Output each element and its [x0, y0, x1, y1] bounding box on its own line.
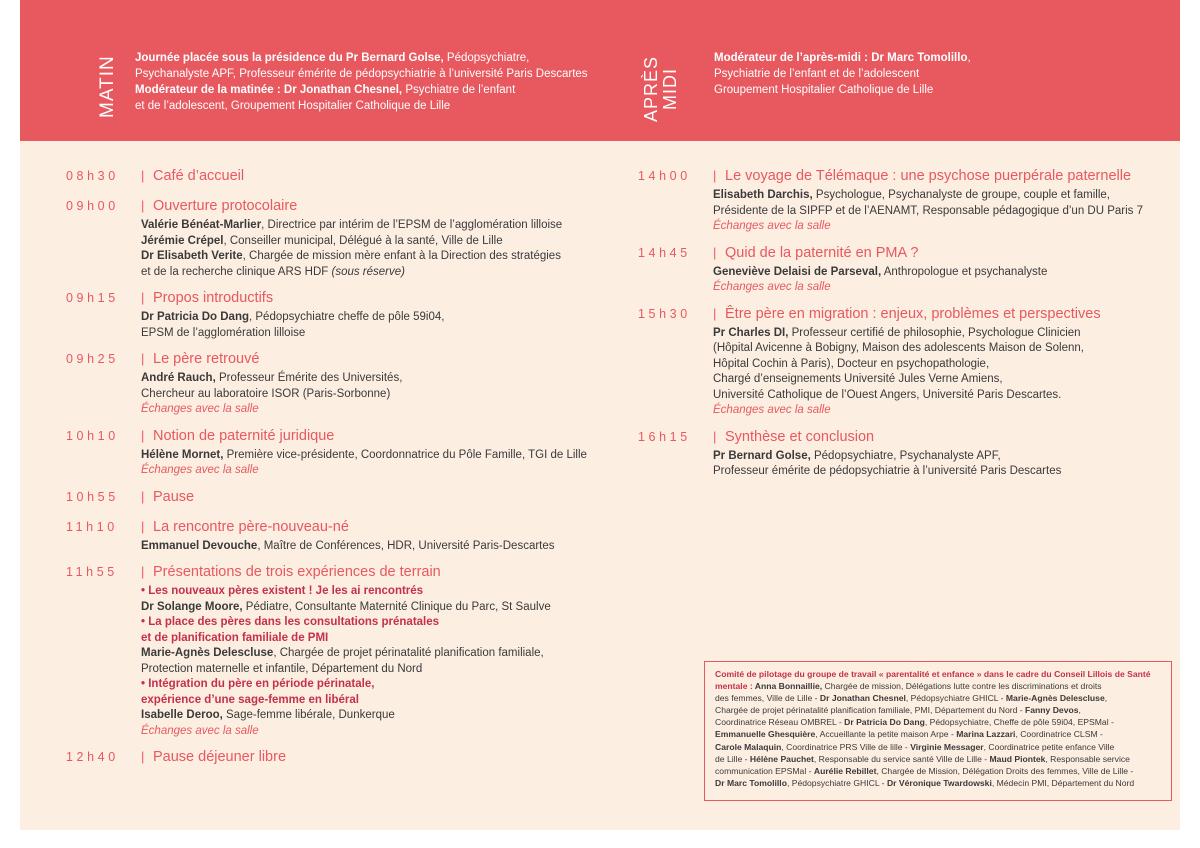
header-line	[135, 50, 588, 66]
header-line	[714, 50, 971, 66]
separator-bar: |	[141, 290, 145, 305]
session-block	[66, 198, 587, 280]
committee-member-name: Dr Marc Tomolillo	[715, 777, 787, 788]
detail-line	[141, 646, 587, 662]
session-title: Pause	[153, 488, 195, 505]
detail-line	[141, 584, 587, 600]
detail-line	[141, 326, 587, 342]
detail-line	[141, 249, 587, 265]
committee-title: Comité de pilotage du groupe de travail « parentalité et enfance » dans le cadre du Conseil Lillois de Santé	[715, 669, 1151, 679]
session-time: 11h10	[66, 519, 118, 534]
detail-line	[713, 188, 1143, 204]
sub-presentation-title: • Les nouveaux pères existent ! Je les ai rencontrés	[141, 585, 424, 597]
committee-member-role: , Coordinatrice CLSM -	[1015, 729, 1103, 740]
detail-line	[141, 631, 587, 647]
speaker-name: André Rauch,	[141, 372, 216, 384]
session-header	[638, 306, 1143, 326]
committee-member-role: , Médecin PMI, Département du Nord	[991, 777, 1135, 788]
detail-line	[141, 539, 587, 555]
matin-label: MATIN	[97, 55, 118, 118]
session-time: 11h55	[66, 565, 118, 579]
session-block	[66, 489, 587, 509]
committee-member-role: Chargée de projet périnatalité planification familiale, PMI, Département du Nord -	[715, 705, 1026, 716]
speaker-role: Psychologue, Psychanalyste de groupe, couple et famille,	[812, 189, 1110, 201]
detail-line	[141, 371, 587, 387]
speaker-role: , Chargée de projet périnatalité planification familiale,	[273, 647, 544, 659]
separator-bar: |	[141, 427, 145, 443]
committee-line	[715, 668, 1161, 680]
separator-bar: |	[713, 305, 717, 321]
header-text: Groupement Hospitalier Catholique de Lille	[714, 84, 934, 96]
committee-member-role: ,	[1078, 705, 1081, 716]
committee-line	[715, 753, 1161, 765]
committee-member-role: , Accueillante la petite maison Arpe -	[815, 729, 957, 740]
session-header	[66, 749, 587, 769]
detail-line	[713, 219, 1143, 235]
speaker-name: Dr Solange Moore,	[141, 600, 243, 613]
committee-member-role: des femmes, Ville de Lille -	[715, 693, 820, 704]
speaker-role: Anthropologue et psychanalyste	[881, 265, 1048, 278]
committee-member-role: , Responsable du service santé Ville de Lille -	[813, 753, 990, 764]
header-line	[714, 82, 971, 98]
session-block	[638, 429, 1143, 480]
session-block	[66, 290, 587, 341]
header-bold-text: Modérateur de la matinée : Dr Jonathan Chesnel,	[135, 84, 403, 96]
speaker-name: Jérémie Crépel	[141, 234, 224, 247]
header-line	[135, 82, 588, 98]
committee-line	[715, 716, 1161, 728]
committee-member-role: communication EPSMal -	[715, 765, 814, 776]
detail-line	[713, 326, 1143, 342]
committee-line	[715, 777, 1161, 789]
header-text: Psychiatre de l’enfant	[402, 84, 516, 96]
committee-line	[715, 728, 1161, 740]
committee-member-name: Marina Lazzari	[956, 729, 1016, 740]
session-title: Le voyage de Télémaque : une psychose puerpérale paternelle	[725, 168, 1132, 184]
session-header	[66, 564, 587, 584]
session-title: Synthèse et conclusion	[725, 428, 875, 445]
sub-presentation-title: • Intégration du père en période périnatale,	[141, 678, 375, 690]
header-line	[714, 66, 971, 82]
steering-committee-box	[704, 661, 1172, 801]
header-left-text	[135, 50, 588, 114]
speaker-name: Pr Bernard Golse,	[713, 449, 811, 462]
session-title: Présentations de trois expériences de terrain	[153, 564, 441, 580]
detail-line	[141, 310, 587, 326]
committee-member-role: , Chargée de Mission, Délégation Droits des femmes, Ville de Lille -	[876, 765, 1134, 776]
session-details	[141, 310, 587, 341]
session-title: Pause déjeuner libre	[153, 749, 287, 765]
speaker-role: Professeur certifié de philosophie, Psychologue Clinicien	[788, 326, 1081, 339]
session-details	[713, 326, 1143, 419]
committee-line	[715, 765, 1161, 777]
detail-line	[713, 341, 1143, 357]
speaker-role: , Maître de Conférences, HDR, Université Paris-Descartes	[257, 539, 555, 552]
speaker-role: EPSM de l’agglomération lilloise	[141, 326, 306, 339]
session-title: Être père en migration : enjeux, problèmes et perspectives	[725, 305, 1101, 322]
program-sheet	[20, 0, 1180, 830]
header-text: Pédopsychiatre,	[443, 52, 530, 64]
speaker-name: Emmanuel Devouche	[141, 539, 258, 552]
speaker-role: , Directrice par intérim de l’EPSM de l’agglomération lilloise	[261, 219, 563, 231]
afternoon-schedule	[638, 168, 1143, 480]
separator-bar: |	[141, 518, 145, 534]
committee-member-role: , Pédopsychiatre GHICL -	[905, 693, 1006, 704]
detail-line	[713, 357, 1143, 373]
session-header	[66, 519, 587, 539]
speaker-role: Sage-femme libérale, Dunkerque	[222, 709, 395, 721]
speaker-name: Pr Charles DI,	[713, 326, 789, 339]
discussion-note: Échanges avec la salle	[713, 404, 831, 416]
speaker-role: Première vice-présidente, Coordonnatrice du Pôle Famille, TGI de Lille	[223, 448, 587, 461]
session-title: La rencontre père-nouveau-né	[153, 518, 349, 535]
session-block	[66, 749, 587, 769]
session-time: 09h00	[66, 199, 119, 213]
session-header	[66, 351, 587, 371]
detail-line	[141, 463, 587, 479]
session-block	[638, 306, 1143, 419]
detail-line	[141, 693, 587, 709]
session-title: Propos introductifs	[153, 290, 274, 306]
speaker-name: Dr Elisabeth Verite	[141, 250, 243, 262]
speaker-role: Pédopsychiatre, Psychanalyste APF,	[810, 449, 1001, 462]
session-block	[66, 428, 587, 479]
apres-label-line2: MIDI	[660, 67, 680, 110]
committee-member-name: Fanny Devos	[1025, 705, 1079, 716]
session-details	[141, 448, 587, 479]
session-details	[713, 188, 1143, 235]
speaker-role: et de la recherche clinique ARS HDF	[141, 265, 332, 278]
session-header	[638, 168, 1143, 188]
committee-member-name: Hélène Pauchet	[749, 753, 814, 764]
separator-bar: |	[141, 198, 145, 213]
separator-bar: |	[141, 564, 145, 579]
detail-line	[141, 708, 587, 724]
detail-line	[713, 204, 1143, 220]
speaker-role: , Conseiller municipal, Délégué à la santé, Ville de Lille	[223, 234, 503, 247]
session-details	[141, 218, 587, 280]
detail-line	[141, 677, 587, 693]
committee-member-role: , Coordinatrice PRS Ville de lille -	[781, 741, 911, 752]
header-text: Psychanalyste APF, Professeur émérite de pédopsychiatrie à l’université Paris Descartes	[135, 68, 588, 80]
detail-line	[141, 615, 587, 631]
header-line	[135, 98, 588, 114]
separator-bar: |	[141, 351, 145, 366]
speaker-name: Valérie Bénéat-Marlier	[141, 219, 262, 231]
session-time: 09h15	[66, 291, 119, 305]
detail-line	[141, 265, 587, 281]
session-block	[638, 168, 1143, 235]
detail-line	[713, 265, 1143, 281]
session-details	[713, 449, 1143, 480]
committee-member-name: Maud Piontek	[989, 753, 1046, 764]
session-header	[66, 168, 587, 188]
session-header	[638, 429, 1143, 449]
sub-presentation-title: expérience d’une sage-femme en libéral	[141, 693, 359, 706]
session-time: 14h45	[638, 245, 691, 260]
header-right-text	[714, 50, 971, 98]
session-block	[66, 168, 587, 188]
detail-line	[141, 448, 587, 464]
separator-bar: |	[141, 488, 145, 504]
committee-member-name: Anna Bonnaillie,	[754, 681, 823, 692]
committee-line	[715, 704, 1161, 716]
speaker-role: Présidente de la SIPFP et de l’AENAMT, Responsable pédagogique d’un DU Paris 7	[713, 204, 1144, 217]
header-line	[135, 66, 588, 82]
detail-line	[713, 464, 1143, 480]
speaker-role: Université Catholique de l’Ouest Angers, Université Paris Descartes.	[713, 388, 1062, 401]
speaker-role: Chargé d’enseignements Université Jules Verne Amiens,	[713, 373, 1003, 385]
committee-member-name: Emmanuelle Ghesquière	[715, 729, 816, 740]
speaker-role: Hôpital Cochin à Paris), Docteur en psychopathologie,	[713, 357, 990, 370]
session-header	[66, 489, 587, 509]
committee-member-role: Chargée de mission, Délégations lutte contre les discriminations et droits	[822, 681, 1102, 692]
committee-member-role: de Lille -	[715, 753, 750, 764]
detail-line	[141, 600, 587, 616]
speaker-role: , Pédopsychiatre cheffe de pôle 59i04,	[249, 311, 445, 323]
committee-line	[715, 680, 1161, 692]
speaker-role: , Chargée de mission mère enfant à la Direction des stratégies	[242, 250, 561, 262]
detail-line	[713, 372, 1143, 388]
committee-member-role: , Coordinatrice petite enfance Ville	[983, 741, 1115, 752]
session-time: 15h30	[638, 306, 691, 321]
session-time: 12h40	[66, 750, 119, 764]
detail-line	[141, 662, 587, 678]
detail-line	[141, 218, 587, 234]
committee-member-role: ,	[1104, 693, 1108, 704]
session-header	[66, 428, 587, 448]
session-block	[66, 351, 587, 418]
committee-member-name: Aurélie Rebillet	[813, 765, 877, 776]
sub-presentation-title: • La place des pères dans les consultations prénatales	[141, 616, 440, 628]
discussion-note: Échanges avec la salle	[141, 464, 259, 476]
speaker-name: Hélène Mornet,	[141, 448, 224, 461]
separator-bar: |	[713, 244, 717, 260]
detail-line	[713, 403, 1143, 419]
detail-line	[141, 387, 587, 403]
detail-line	[141, 724, 587, 740]
committee-member-name: Marie-Agnès Delescluse	[1005, 693, 1105, 704]
detail-line	[713, 449, 1143, 465]
detail-line	[713, 280, 1143, 296]
detail-line	[713, 388, 1143, 404]
session-header	[66, 290, 587, 310]
session-block	[638, 245, 1143, 296]
session-title: Le père retrouvé	[153, 351, 260, 367]
committee-member-role: , Pédopsychiatre GHICL -	[786, 777, 887, 788]
speaker-role: Pédiatre, Consultante Maternité Clinique du Parc, St Saulve	[242, 600, 551, 613]
session-details	[141, 584, 587, 739]
session-header	[66, 198, 587, 218]
committee-line	[715, 692, 1161, 704]
session-time: 09h25	[66, 352, 119, 366]
session-title: Quid de la paternité en PMA ?	[725, 244, 919, 261]
speaker-role: (Hôpital Avicenne à Bobigny, Maison des adolescents Maison de Solenn,	[713, 342, 1084, 354]
session-block	[66, 519, 587, 555]
detail-line	[141, 402, 587, 418]
session-header	[638, 245, 1143, 265]
detail-note: (sous réserve)	[331, 265, 405, 278]
header-text: Psychiatrie de l’enfant et de l’adolescent	[714, 68, 920, 80]
session-time: 10h10	[66, 428, 119, 443]
session-title: Café d’accueil	[153, 168, 245, 184]
discussion-note: Échanges avec la salle	[141, 403, 259, 415]
separator-bar: |	[713, 428, 717, 444]
session-time: 14h00	[638, 169, 691, 183]
speaker-name: Elisabeth Darchis,	[713, 189, 813, 201]
discussion-note: Échanges avec la salle	[713, 281, 831, 293]
speaker-role: Professeur émérite de pédopsychiatrie à l’université Paris Descartes	[713, 465, 1062, 477]
committee-member-role: , Responsable service	[1045, 753, 1130, 764]
session-time: 16h15	[638, 429, 691, 444]
committee-member-role: Coordinatrice Réseau OMBREL -	[715, 717, 845, 728]
committee-member-name: Dr Véronique Twardowski	[886, 777, 992, 788]
separator-bar: |	[141, 749, 145, 764]
session-details	[141, 371, 587, 418]
committee-member-name: Dr Jonathan Chesnel	[819, 693, 906, 704]
speaker-role: Protection maternelle et infantile, Département du Nord	[141, 662, 423, 675]
committee-member-name: Dr Patricia Do Dang	[844, 717, 925, 728]
header-text: et de l’adolescent, Groupement Hospitalier Catholique de Lille	[135, 100, 451, 112]
session-time: 08h30	[66, 169, 119, 183]
session-details	[713, 265, 1143, 296]
separator-bar: |	[141, 168, 145, 183]
session-title: Notion de paternité juridique	[153, 427, 335, 444]
header-bold-text: Modérateur de l’après-midi : Dr Marc Tomolillo	[714, 52, 968, 64]
committee-line	[715, 741, 1161, 753]
committee-member-name: Carole Malaquin	[715, 741, 782, 752]
header-text: ,	[967, 52, 971, 64]
committee-member-name: Virginie Messager	[910, 741, 984, 752]
speaker-role: Chercheur au laboratoire ISOR (Paris-Sorbonne)	[141, 387, 391, 400]
session-block	[66, 564, 587, 739]
speaker-role: Professeur Émérite des Universités,	[215, 372, 403, 384]
speaker-name: Isabelle Deroo,	[141, 709, 223, 721]
apres-midi-label	[642, 56, 680, 122]
session-details	[141, 539, 587, 555]
discussion-note: Échanges avec la salle	[713, 220, 831, 232]
detail-line	[141, 234, 587, 250]
sub-presentation-title: et de planification familiale de PMI	[141, 631, 329, 644]
committee-title: mentale :	[715, 681, 755, 692]
discussion-note: Échanges avec la salle	[141, 724, 259, 737]
speaker-name: Dr Patricia Do Dang	[141, 311, 249, 323]
header-band	[20, 0, 1180, 141]
speaker-name: Geneviève Delaisi de Parseval,	[713, 265, 882, 278]
morning-schedule	[66, 168, 587, 769]
committee-member-role: , Pédopsychiatre, Cheffe de pôle 59i04, EPSMal -	[924, 717, 1114, 728]
session-title: Ouverture protocolaire	[153, 198, 298, 214]
header-bold-text: Journée placée sous la présidence du Pr Bernard Golse,	[135, 52, 444, 64]
session-time: 10h55	[66, 489, 119, 504]
speaker-name: Marie-Agnès Delescluse	[141, 647, 274, 659]
apres-label-line1: APRÈS	[641, 55, 661, 122]
separator-bar: |	[713, 168, 717, 183]
